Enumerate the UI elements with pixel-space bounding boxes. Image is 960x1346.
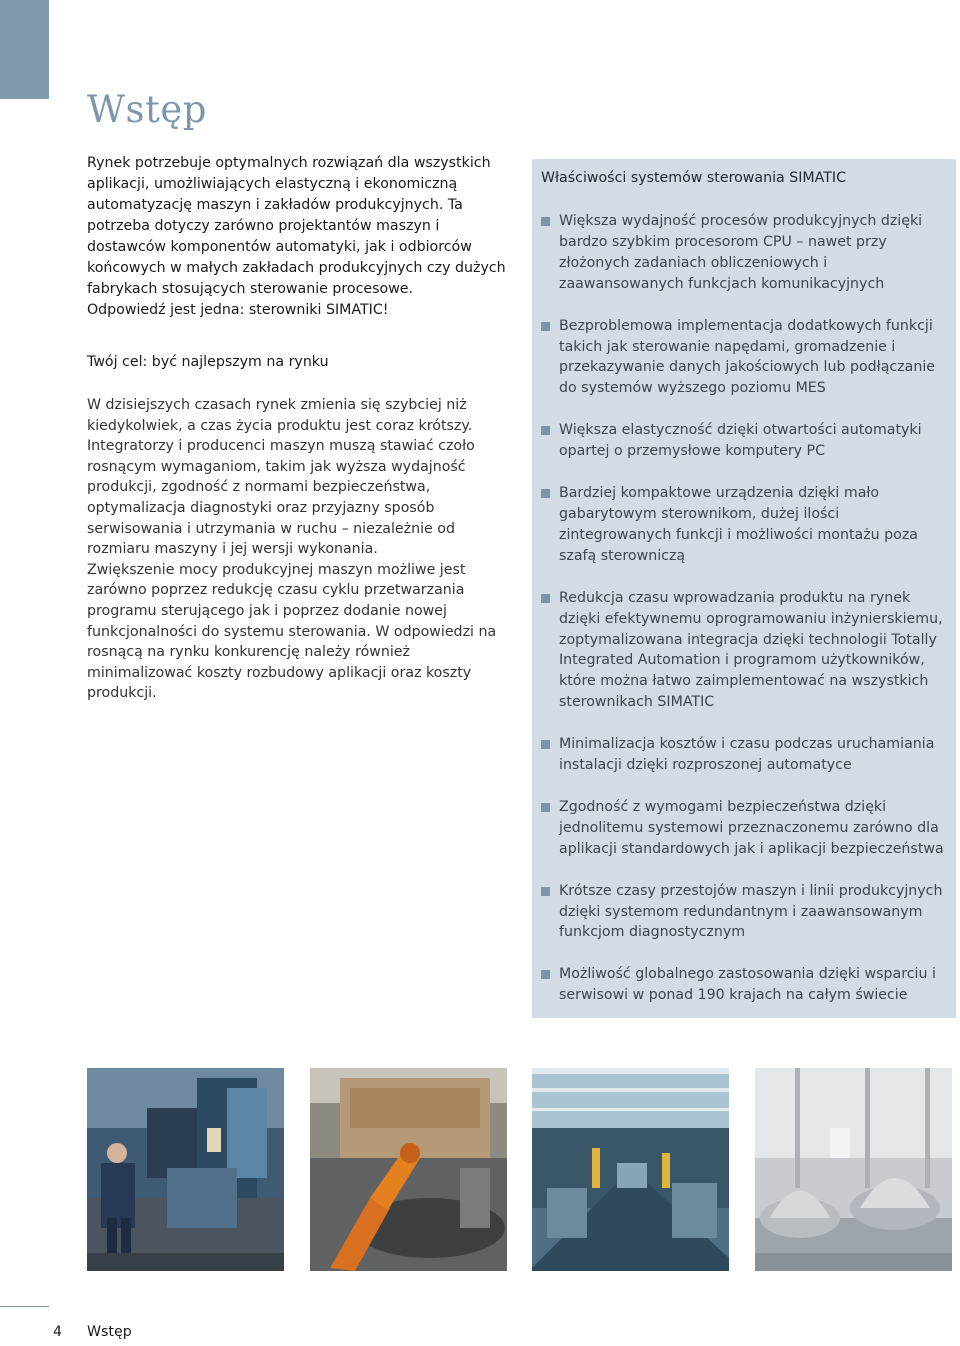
footer-section-title: Wstęp	[87, 1324, 132, 1340]
feature-item-text: Krótsze czasy przestojów maszyn i linii produkcyjnych dzięki systemom redundantnym i zaawansowanym funkcjom diagnostycznym	[559, 882, 943, 941]
feature-item-text: Możliwość globalnego zastosowania dzięki wsparciu i serwisowi w ponad 190 krajach na całym świecie	[559, 966, 936, 1004]
feature-item	[541, 316, 951, 400]
features-title: Właściwości systemów sterowania SIMATIC	[541, 170, 847, 186]
features-list	[541, 211, 951, 1027]
feature-item-text: Zgodność z wymogami bezpieczeństwa dzięki jednolitemu systemowi przeznaczonemu zarówno dla aplikacji standardowych jak i aplikacji bezpieczeństwa	[559, 798, 944, 857]
body-paragraph-2: Zwiększenie mocy produkcyjnej maszyn możliwe jest zarówno poprzez redukcję czasu cyklu przetwarzania programu sterującego jak i poprzez dodanie nowej funkcjonalności do systemu sterowania. W odpowiedzi na rosnącą na rynku konkurencję należy również minimalizować koszty rozbudowy aplikacji oraz koszty produkcji.	[87, 561, 497, 702]
feature-item	[541, 881, 951, 944]
feature-item	[541, 964, 951, 1006]
corner-tab	[0, 0, 49, 99]
feature-item	[541, 483, 951, 567]
square-bullet-icon	[541, 217, 550, 226]
feature-item	[541, 420, 951, 462]
factory-photo-robot	[310, 1068, 507, 1271]
feature-item	[541, 211, 951, 295]
intro-text: Rynek potrzebuje optymalnych rozwiązań dla wszystkich aplikacji, umożliwiających elastyczną i ekonomiczną automatyzację maszyn i zakładów produkcyjnych. Ta potrzeba dotyczy zarówno projektantów maszyn i dostawców komponentów automatyki, jak i odbiorców końcowych w małych zakładach produkcyjnych czy dużych fabrykach stosujących sterowanie procesowe.	[87, 155, 506, 297]
feature-item-text: Większa wydajność procesów produkcyjnych dzięki bardzo szybkim procesorom CPU – nawet przy złożonych zadaniach obliczeniowych i zaawansowanych funkcjach komunikacyjnych	[559, 213, 923, 292]
feature-item	[541, 734, 951, 776]
feature-item-text: Bezproblemowa implementacja dodatkowych funkcji takich jak sterowanie napędami, gromadzenie i przekazywanie danych jakościowych lub podłączanie do systemów wyższego poziomu MES	[559, 317, 935, 397]
factory-photo-hall	[532, 1068, 729, 1271]
page-title: Wstęp	[87, 88, 207, 131]
body-text	[87, 395, 512, 704]
intro-paragraph	[87, 153, 512, 321]
footer-rule	[0, 1306, 49, 1307]
factory-photo-brewery	[755, 1068, 952, 1271]
feature-item-text: Redukcja czasu wprowadzania produktu na rynek dzięki efektywnemu oprogramowaniu inżynierskiemu, zoptymalizowana integracja dzięki technologii Totally Integrated Automation i programom użytkowników, które można łatwo zaimplementować na wszystkich sterownikach SIMATIC	[559, 589, 943, 711]
square-bullet-icon	[541, 887, 550, 896]
intro-answer: Odpowiedź jest jedna: sterowniki SIMATIC!	[87, 302, 389, 318]
square-bullet-icon	[541, 322, 550, 331]
square-bullet-icon	[541, 489, 550, 498]
square-bullet-icon	[541, 594, 550, 603]
feature-item-text: Większa elastyczność dzięki otwartości automatyki opartej o przemysłowe komputery PC	[559, 422, 922, 460]
square-bullet-icon	[541, 426, 550, 435]
square-bullet-icon	[541, 740, 550, 749]
feature-item-text: Bardziej kompaktowe urządzenia dzięki mało gabarytowym sterownikom, dużej ilości zintegrowanych funkcji i możliwości montażu poza szafą sterowniczą	[559, 485, 918, 564]
factory-photo-operator	[87, 1068, 284, 1271]
body-paragraph-1: W dzisiejszych czasach rynek zmienia się szybciej niż kiedykolwiek, a czas życia produktu jest coraz krótszy. Integratorzy i producenci maszyn muszą stawiać czoło rosnącym wymaganiom, takim jak wyższa wydajność produkcji, zgodność z normami bezpieczeństwa, optymalizacja diagnostyki oraz przyjazny sposób serwisowania i utrzymania w ruchu – niezależnie od rozmiaru maszyny i jej wersji wykonania.	[87, 397, 475, 558]
page-number: 4	[53, 1324, 63, 1340]
feature-item	[541, 797, 951, 860]
feature-item-text: Minimalizacja kosztów i czasu podczas uruchamiania instalacji dzięki rozproszonej automatyce	[559, 736, 935, 774]
feature-item	[541, 588, 951, 713]
square-bullet-icon	[541, 970, 550, 979]
square-bullet-icon	[541, 803, 550, 812]
features-box	[532, 159, 956, 1018]
section-subheading: Twój cel: być najlepszym na rynku	[87, 354, 329, 370]
